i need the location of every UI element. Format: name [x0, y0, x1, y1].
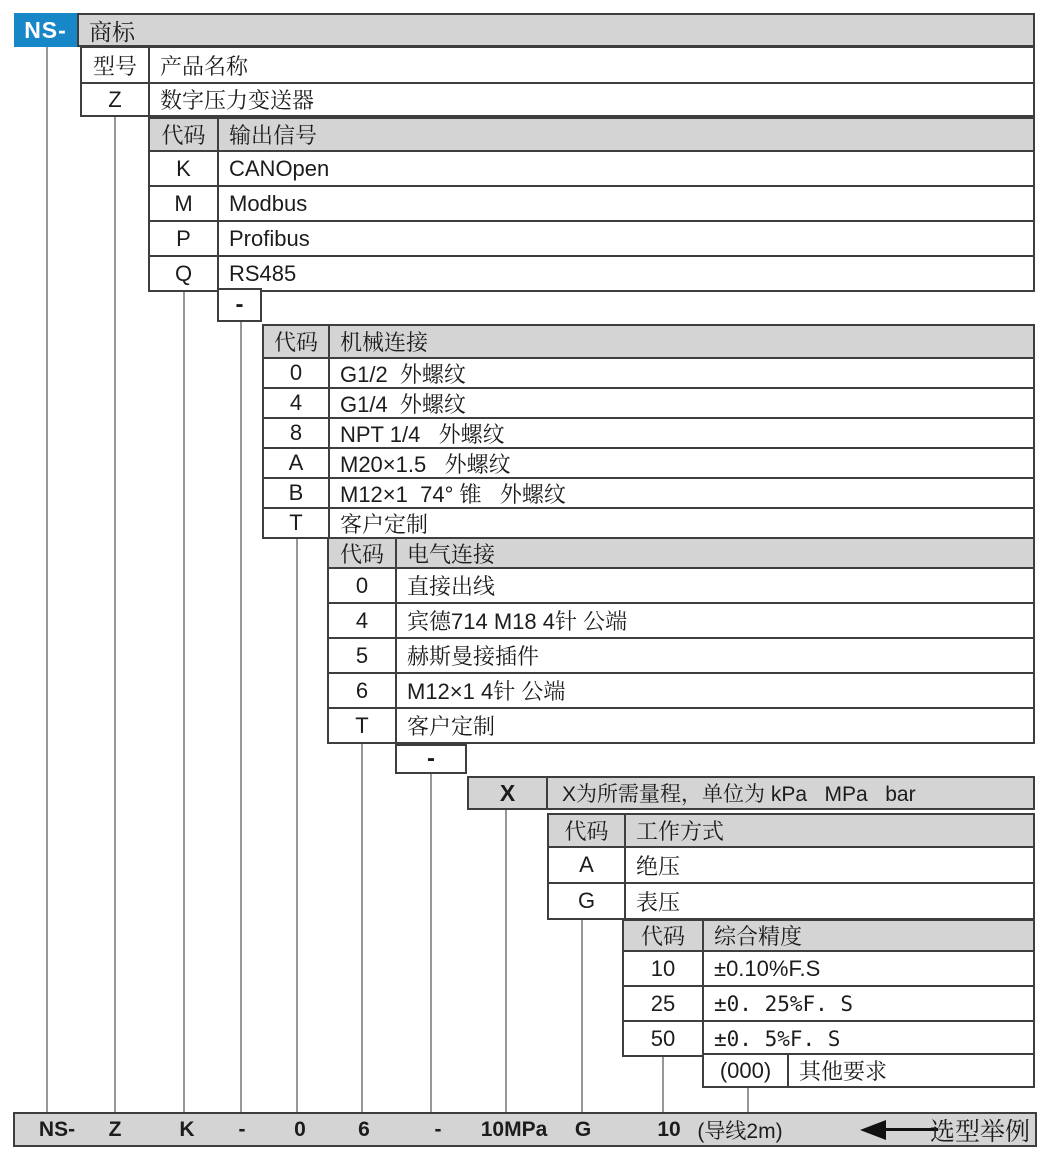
- connector-line-model: [114, 113, 116, 1114]
- table-row: [264, 477, 1033, 507]
- row-value: 客户定制: [340, 511, 429, 537]
- connector-line-mechanical: [296, 535, 298, 1114]
- row-code: 8: [264, 419, 330, 447]
- connector-line-output-signal: [183, 288, 185, 1114]
- arrow-head: [860, 1120, 886, 1140]
- table-row: [329, 567, 1033, 602]
- example-arrow-icon: [860, 1114, 938, 1145]
- output-signal-table: [148, 117, 1035, 292]
- header-title: 综合精度: [714, 924, 803, 949]
- row-value: Modbus: [229, 190, 308, 216]
- row-value: G1/4 外螺纹: [340, 391, 466, 417]
- brand-prefix-box: [14, 13, 77, 47]
- table-row: [264, 357, 1033, 387]
- table-row: [150, 185, 1033, 220]
- example-item: NS-: [38, 1117, 76, 1141]
- row-value: Profibus: [229, 225, 310, 251]
- row-code: 4: [264, 389, 330, 417]
- row-value: RS485: [229, 260, 297, 286]
- example-item: K: [179, 1117, 195, 1141]
- header-code: 代码: [264, 326, 330, 357]
- row-code: T: [264, 509, 330, 537]
- working-mode-table: [547, 813, 1035, 920]
- row-value: 其他要求: [799, 1059, 888, 1084]
- example-item: Z: [108, 1117, 122, 1141]
- model-header-name: 产品名称: [160, 53, 249, 79]
- example-item: -: [434, 1117, 442, 1141]
- row-value: NPT 1/4 外螺纹: [340, 421, 505, 447]
- row-value: ±0. 25%F. S: [714, 991, 854, 1016]
- example-item: 6: [358, 1117, 370, 1141]
- row-code: 50: [624, 1022, 704, 1055]
- table-row: [150, 220, 1033, 255]
- row-value: ±0.10%F.S: [714, 955, 821, 981]
- model-table: [80, 46, 1035, 117]
- brand-row-label: 商标: [89, 18, 135, 45]
- row-code: 5: [329, 639, 397, 672]
- brand-prefix-label: NS-: [24, 16, 67, 43]
- table-row: [549, 846, 1033, 882]
- connector-line-mode: [581, 916, 583, 1114]
- header-code: 代码: [150, 119, 219, 150]
- row-value: 绝压: [636, 853, 681, 879]
- table-row: [264, 447, 1033, 477]
- row-code: 4: [329, 604, 397, 637]
- header-code: 代码: [549, 815, 626, 846]
- connector-line-dash2: [430, 772, 432, 1114]
- table-header-row: [624, 921, 1033, 950]
- row-code: 25: [624, 987, 704, 1020]
- row-code: 0: [329, 569, 397, 602]
- row-code: 6: [329, 674, 397, 707]
- row-code: (000): [704, 1055, 789, 1086]
- mechanical-connection-table: [262, 324, 1035, 539]
- accuracy-table: [622, 919, 1035, 1057]
- other-requirement-row: [702, 1053, 1035, 1088]
- connector-line-accuracy: [662, 1053, 664, 1114]
- connector-line-other: [747, 1085, 749, 1114]
- example-item: 0: [294, 1117, 306, 1141]
- model-code: Z: [82, 84, 150, 115]
- table-row: [329, 602, 1033, 637]
- row-code: 0: [264, 359, 330, 387]
- table-row: [150, 150, 1033, 185]
- connector-line-electrical: [361, 740, 363, 1114]
- electrical-connection-table: [327, 537, 1035, 744]
- example-item: (导线2m): [697, 1119, 783, 1143]
- row-code: G: [549, 884, 626, 918]
- table-row: [624, 1020, 1033, 1055]
- table-row: [329, 637, 1033, 672]
- row-code: T: [329, 709, 397, 742]
- row-value: 直接出线: [407, 574, 496, 599]
- dash-label: -: [235, 291, 244, 318]
- example-item: 10MPa: [480, 1117, 548, 1141]
- row-code: A: [264, 449, 330, 477]
- table-header-row: [150, 119, 1033, 150]
- row-value: 表压: [636, 889, 681, 915]
- table-header-row: [549, 815, 1033, 846]
- row-code: 10: [624, 952, 704, 985]
- example-note: 选型举例: [929, 1117, 1031, 1146]
- row-value: ±0. 5%F. S: [714, 1026, 841, 1051]
- row-value: M12×1 4针 公端: [407, 679, 566, 704]
- range-row: [467, 776, 1035, 810]
- model-header-code: 型号: [82, 48, 150, 82]
- table-row: [150, 255, 1033, 290]
- connector-line-brand: [46, 46, 48, 1114]
- row-value: G1/2 外螺纹: [340, 361, 466, 387]
- table-row: [624, 950, 1033, 985]
- header-code: 代码: [329, 539, 397, 567]
- table-row: [264, 417, 1033, 447]
- row-code: M: [150, 187, 219, 220]
- header-title: 电气连接: [407, 541, 496, 567]
- example-item: 10: [657, 1117, 681, 1141]
- range-code: X: [469, 778, 548, 808]
- row-value: 赫斯曼接插件: [407, 644, 540, 669]
- table-row: [264, 387, 1033, 417]
- table-row: [329, 672, 1033, 707]
- header-code: 代码: [624, 921, 704, 950]
- row-code: P: [150, 222, 219, 255]
- model-name: 数字压力变送器: [160, 88, 315, 113]
- table-row: [82, 82, 1033, 115]
- row-value: M12×1 74° 锥 外螺纹: [340, 481, 566, 507]
- table-row: [82, 48, 1033, 82]
- dash-separator-cell: [217, 288, 262, 322]
- row-value: CANOpen: [229, 155, 330, 181]
- row-code: A: [549, 848, 626, 882]
- table-header-row: [264, 326, 1033, 357]
- dash-label: -: [427, 745, 435, 772]
- example-code-row: [13, 1112, 1037, 1147]
- row-value: 宾德714 M18 4针 公端: [407, 609, 628, 634]
- row-value: 客户定制: [407, 714, 496, 739]
- range-description: X为所需量程，单位为 kPa MPa bar: [562, 783, 916, 806]
- table-row: [704, 1055, 1033, 1086]
- dash-separator-cell: [395, 744, 467, 774]
- row-code: K: [150, 152, 219, 185]
- connector-line-dash1: [240, 320, 242, 1114]
- table-row: [264, 507, 1033, 537]
- header-title: 机械连接: [340, 330, 429, 355]
- row-code: B: [264, 479, 330, 507]
- example-item: G: [574, 1117, 592, 1141]
- row-code: Q: [150, 257, 219, 290]
- header-title: 工作方式: [636, 819, 725, 844]
- table-row: [549, 882, 1033, 918]
- table-row: [624, 985, 1033, 1020]
- brand-row: [77, 13, 1035, 47]
- example-item: -: [238, 1117, 246, 1141]
- connector-line-range: [505, 808, 507, 1114]
- row-value: M20×1.5 外螺纹: [340, 451, 511, 477]
- header-title: 输出信号: [229, 123, 318, 148]
- table-row: [329, 707, 1033, 742]
- table-header-row: [329, 539, 1033, 567]
